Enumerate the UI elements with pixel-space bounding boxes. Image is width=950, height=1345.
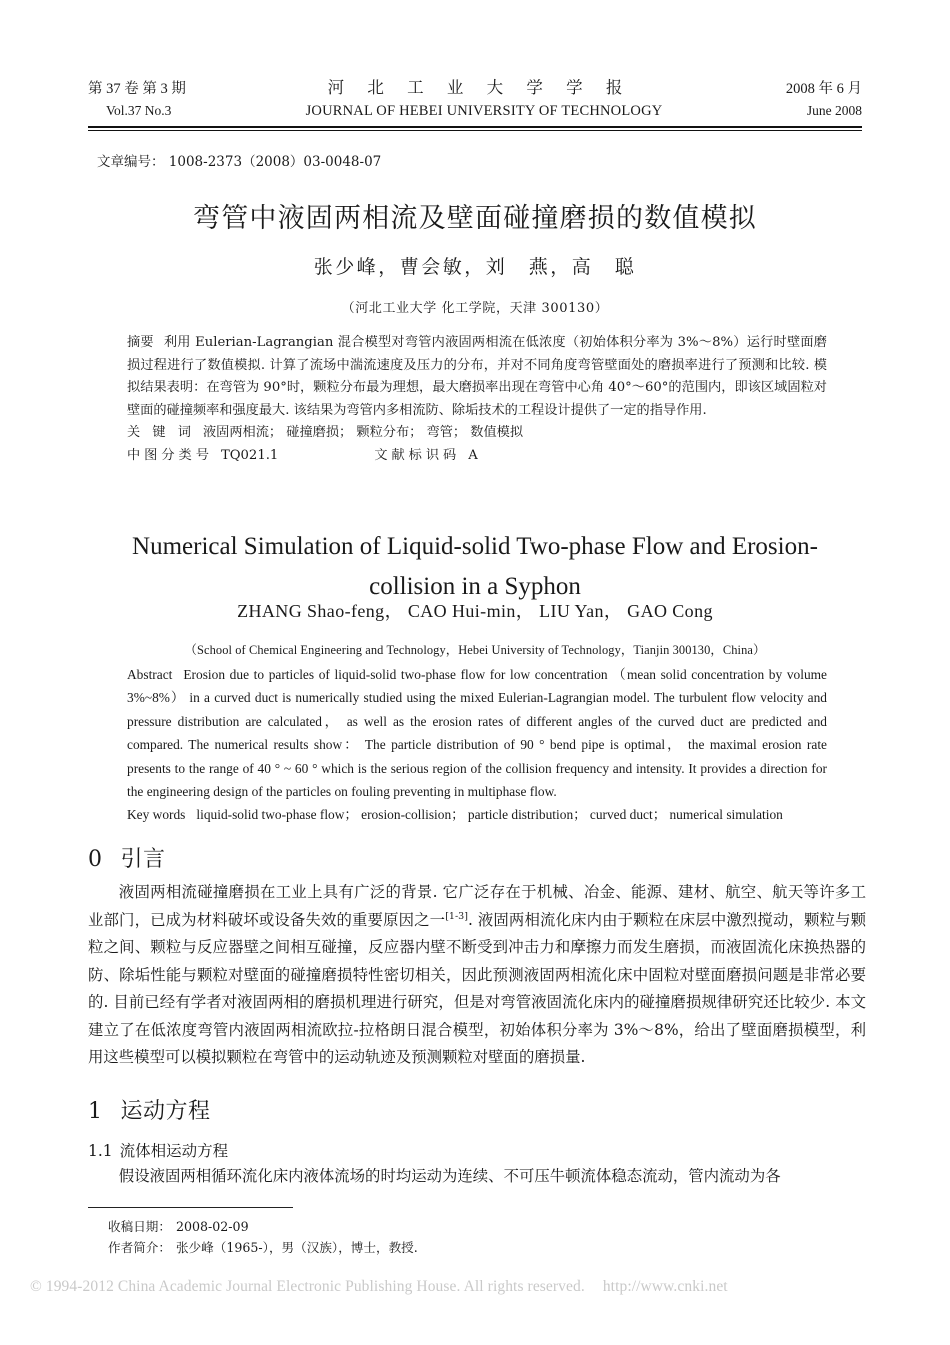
keywords-en-text: liquid-solid two-phase flow； erosion-collision； particle distribution； curved duct； numerical simulation xyxy=(196,807,783,823)
section-heading-1 xyxy=(88,1094,866,1125)
copyright-url[interactable]: http://www.cnki.net xyxy=(602,1278,728,1295)
author-bio-line xyxy=(108,1237,418,1258)
section-0-text-part1: 液固两相流碰撞磨损在工业上具有广泛的背景. 它广泛存在于机械、冶金、能源、建材、航空、航天等许多工业部门，已成为材料破坏或设备失效的重要原因之一 xyxy=(88,883,866,929)
section-number-0: 0 xyxy=(88,847,103,872)
section-0-text-part2: . 液固两相流化床内由于颗粒在床层中激烈搅动，颗粒与颗粒之间、颗粒与反应器壁之间相互碰撞，反应器内壁不断受到冲击力和摩擦力而发生磨损，而液固流化床换热器的防、除垢性能与颗粒对壁面的碰撞磨损特性密切相关，因此预测液固两相流化床中固粒对壁面磨损问题是非常必要的. 目前已经有学者对液固两相的磨损机理进行研究，但是对弯管液固流化床内的碰撞磨损规律研究还比较少. 本文建立了在低浓度弯管内液固两相流欧拉-拉格朗日混合模型，初始体积分率为 3%～8%，给出了壁面磨损模型，利用这些模型可以模拟颗粒在弯管中的运动轨迹及预测颗粒对壁面的磨损量. xyxy=(88,910,866,1066)
keywords-cn-label: 关 键 词 xyxy=(127,425,195,441)
received-date-value: 2008-02-09 xyxy=(175,1219,249,1234)
subsection-number-1-1: 1.1 xyxy=(88,1141,113,1160)
doccode-value: A xyxy=(468,447,478,463)
abstract-cn-block xyxy=(127,332,827,468)
section-title-1: 运动方程 xyxy=(120,1098,211,1124)
author-bio-value: 张少峰（1965-），男（汉族），博士，教授. xyxy=(175,1240,418,1255)
received-date-line xyxy=(108,1216,418,1237)
citation-reference: [1-3] xyxy=(445,910,468,922)
page-title-en: Numerical Simulation of Liquid-solid Two-phase Flow and Erosion-collision in a Syphon xyxy=(132,533,818,600)
article-body xyxy=(88,842,866,1190)
received-date-label: 收稿日期： xyxy=(108,1219,171,1234)
volume-issue-cn: 第 37 卷 第 3 期 xyxy=(88,81,186,97)
keywords-en-line xyxy=(127,803,827,826)
abstract-cn-paragraph xyxy=(127,332,827,422)
clc-value: TQ021.1 xyxy=(220,447,279,463)
section-title-0: 引言 xyxy=(120,847,166,872)
authors-en: ZHANG Shao-feng， CAO Hui-min， LIU Yan， GAO Cong xyxy=(237,601,713,621)
author-bio-label: 作者简介： xyxy=(108,1240,171,1255)
copyright-text: © 1994-2012 China Academic Journal Electronic Publishing House. All rights reserved. xyxy=(30,1278,585,1295)
section-0-paragraph xyxy=(88,879,866,1072)
subsection-1-1-paragraph: 假设液固两相循环流化床内液体流场的时均运动为连续、不可压牛顿流体稳态流动，管内流动为各 xyxy=(118,1166,781,1185)
abstract-en-label: Abstract xyxy=(127,667,173,682)
doccode-label: 文献标识码 xyxy=(374,447,461,463)
abstract-en-text: Erosion due to particles of liquid-solid two-phase flow for low concentration （mean solid concentration by volume 3%~8%） in a curved duct is numerically studied using the mixed Eulerian-Lagrangian model. The turbulent flow velocity and pressure distribution are calculated， as well as the erosion rates of different angles of the curved duct are predicted and compared. The numerical results show： The particle distribution of 90 ° bend pipe is optimal， the maximal erosion rate presents to the range of 40 ° ~ 60 ° which is the serious region of the collision frequency and intensity. It provides a direction for the engineering design of the particles on fouling preventing in multiphase flow. xyxy=(127,667,827,800)
masthead-row-secondary xyxy=(88,103,862,120)
clc-label: 中图分类号 xyxy=(127,447,213,463)
affiliation-cn: （河北工业大学 化工学院，天津 300130） xyxy=(341,301,609,316)
keywords-cn-line xyxy=(127,422,827,445)
page-title-cn: 弯管中液固两相流及壁面碰撞磨损的数值模拟 xyxy=(193,203,757,234)
authors-cn: 张少峰，曹会敏，刘 燕，高 聪 xyxy=(313,256,637,278)
masthead-divider-thin-line xyxy=(88,130,862,131)
footnote-block xyxy=(108,1216,418,1258)
article-number: 文章编号： 1008-2373（2008）03-0048-07 xyxy=(97,154,382,170)
copyright-watermark xyxy=(30,1278,728,1296)
issue-date-en: June 2008 xyxy=(806,103,862,118)
section-heading-0 xyxy=(88,842,866,873)
issue-date-cn: 2008 年 6 月 xyxy=(785,81,862,97)
keywords-en-label: Key words xyxy=(127,807,186,823)
subsection-title-1-1: 流体相运动方程 xyxy=(119,1141,229,1160)
masthead xyxy=(88,74,862,131)
subsection-heading-1-1 xyxy=(88,1139,866,1161)
masthead-row-primary xyxy=(88,74,862,98)
section-number-1: 1 xyxy=(88,1098,103,1124)
abstract-en-block xyxy=(127,663,827,827)
abstract-cn-label: 摘要 xyxy=(127,335,154,350)
masthead-divider xyxy=(88,126,862,131)
volume-issue-en: Vol.37 No.3 xyxy=(106,103,172,118)
abstract-cn-text: 利用 Eulerian-Lagrangian 混合模型对弯管内液固两相流在低浓度（初始体积分率为 3%～8%）运行时壁面磨损过程进行了数值模拟. 计算了流场中湍流速度及压力的分布，并对不同角度弯管壁面处的磨损率进行了预测和比较. 模拟结果表明：在弯管为 90°时，颗粒分布最为理想，最大磨损率出现在弯管中心角 40°～60°的范围内，即该区域固粒对壁面的碰撞频率和强度最大. 该结果为弯管内多相流防、除垢技术的工程设计提供了一定的指导作用. xyxy=(127,335,827,418)
journal-title-en: JOURNAL OF HEBEI UNIVERSITY OF TECHNOLOGY xyxy=(305,103,663,119)
journal-title-cn: 河 北 工 业 大 学 学 报 xyxy=(327,78,632,97)
footnote-divider xyxy=(88,1207,293,1208)
classification-line xyxy=(127,445,827,468)
abstract-en-paragraph xyxy=(127,663,827,803)
keywords-cn-text: 液固两相流； 碰撞磨损； 颗粒分布； 弯管； 数值模拟 xyxy=(202,425,524,441)
affiliation-en: （School of Chemical Engineering and Technology，Hebei University of Technology，Tianjin 300130，China） xyxy=(184,643,766,657)
